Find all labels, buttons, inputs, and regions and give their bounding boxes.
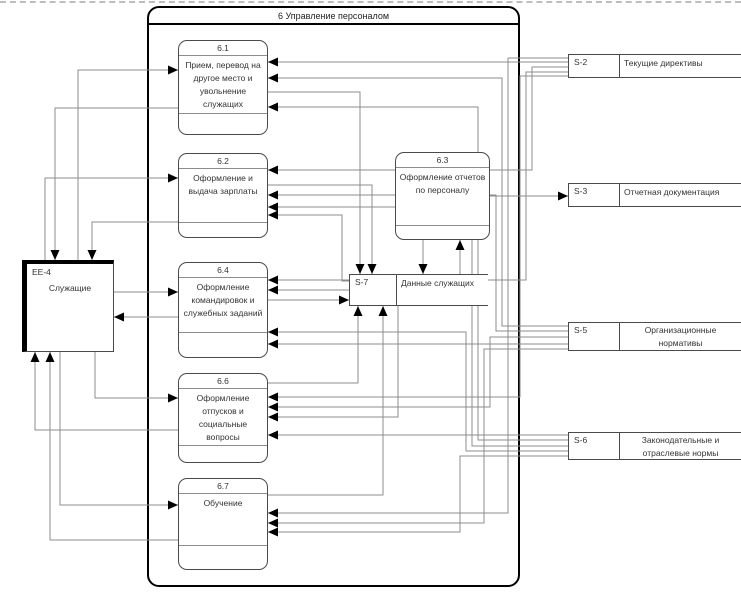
- process-id: 6.4: [179, 263, 267, 278]
- process-label: Оформление отчетов по персоналу: [399, 172, 486, 195]
- process-footer: [179, 545, 267, 569]
- store-label: Текущие директивы: [624, 58, 703, 68]
- entity-id: EE-4: [32, 267, 51, 277]
- data-store-s6[interactable]: [568, 432, 741, 460]
- process-id: 6.7: [179, 479, 267, 494]
- store-label: Отчетная документация: [624, 187, 720, 197]
- boundary-title: 6 Управление персоналом: [149, 8, 518, 25]
- process-box-6-2[interactable]: [178, 153, 268, 238]
- process-label: Оформление отпусков и социальные вопросы: [196, 393, 250, 442]
- process-box-6-3[interactable]: [395, 152, 490, 240]
- entity-label: Служащие: [48, 283, 92, 293]
- store-label: Организационные нормативы: [644, 325, 717, 348]
- store-id: S-2: [569, 55, 620, 77]
- process-footer: [179, 445, 267, 462]
- process-label: Оформление и выдача зарплаты: [188, 173, 258, 196]
- process-label: Обучение: [203, 498, 243, 508]
- store-id: S-5: [569, 323, 620, 350]
- process-label: Оформление командировок и служебных заданий: [183, 282, 263, 318]
- store-id: S-7: [350, 275, 397, 305]
- store-id: S-6: [569, 433, 620, 459]
- process-label: Прием, перевод на другое место и увольнение служащих: [185, 60, 261, 109]
- data-store-s5[interactable]: [568, 322, 741, 351]
- data-store-s2[interactable]: [568, 54, 741, 78]
- process-id: 6.6: [179, 374, 267, 389]
- store-label: Законодательные и отраслевые нормы: [641, 435, 720, 458]
- process-box-6-6[interactable]: [178, 373, 268, 463]
- process-box-6-1[interactable]: [178, 40, 268, 135]
- process-box-6-4[interactable]: [178, 262, 268, 358]
- process-id: 6.1: [179, 41, 267, 56]
- process-box-6-7[interactable]: [178, 478, 268, 570]
- process-id: 6.3: [396, 153, 489, 168]
- process-footer: [396, 225, 489, 239]
- process-id: 6.2: [179, 154, 267, 169]
- process-footer: [179, 332, 267, 357]
- data-store-s3[interactable]: [568, 183, 741, 207]
- process-footer: [179, 222, 267, 237]
- store-label: Данные служащих: [401, 278, 475, 288]
- process-footer: [179, 113, 267, 134]
- external-entity-ee4[interactable]: [22, 260, 114, 352]
- data-store-s7[interactable]: [349, 274, 488, 306]
- store-id: S-3: [569, 184, 620, 206]
